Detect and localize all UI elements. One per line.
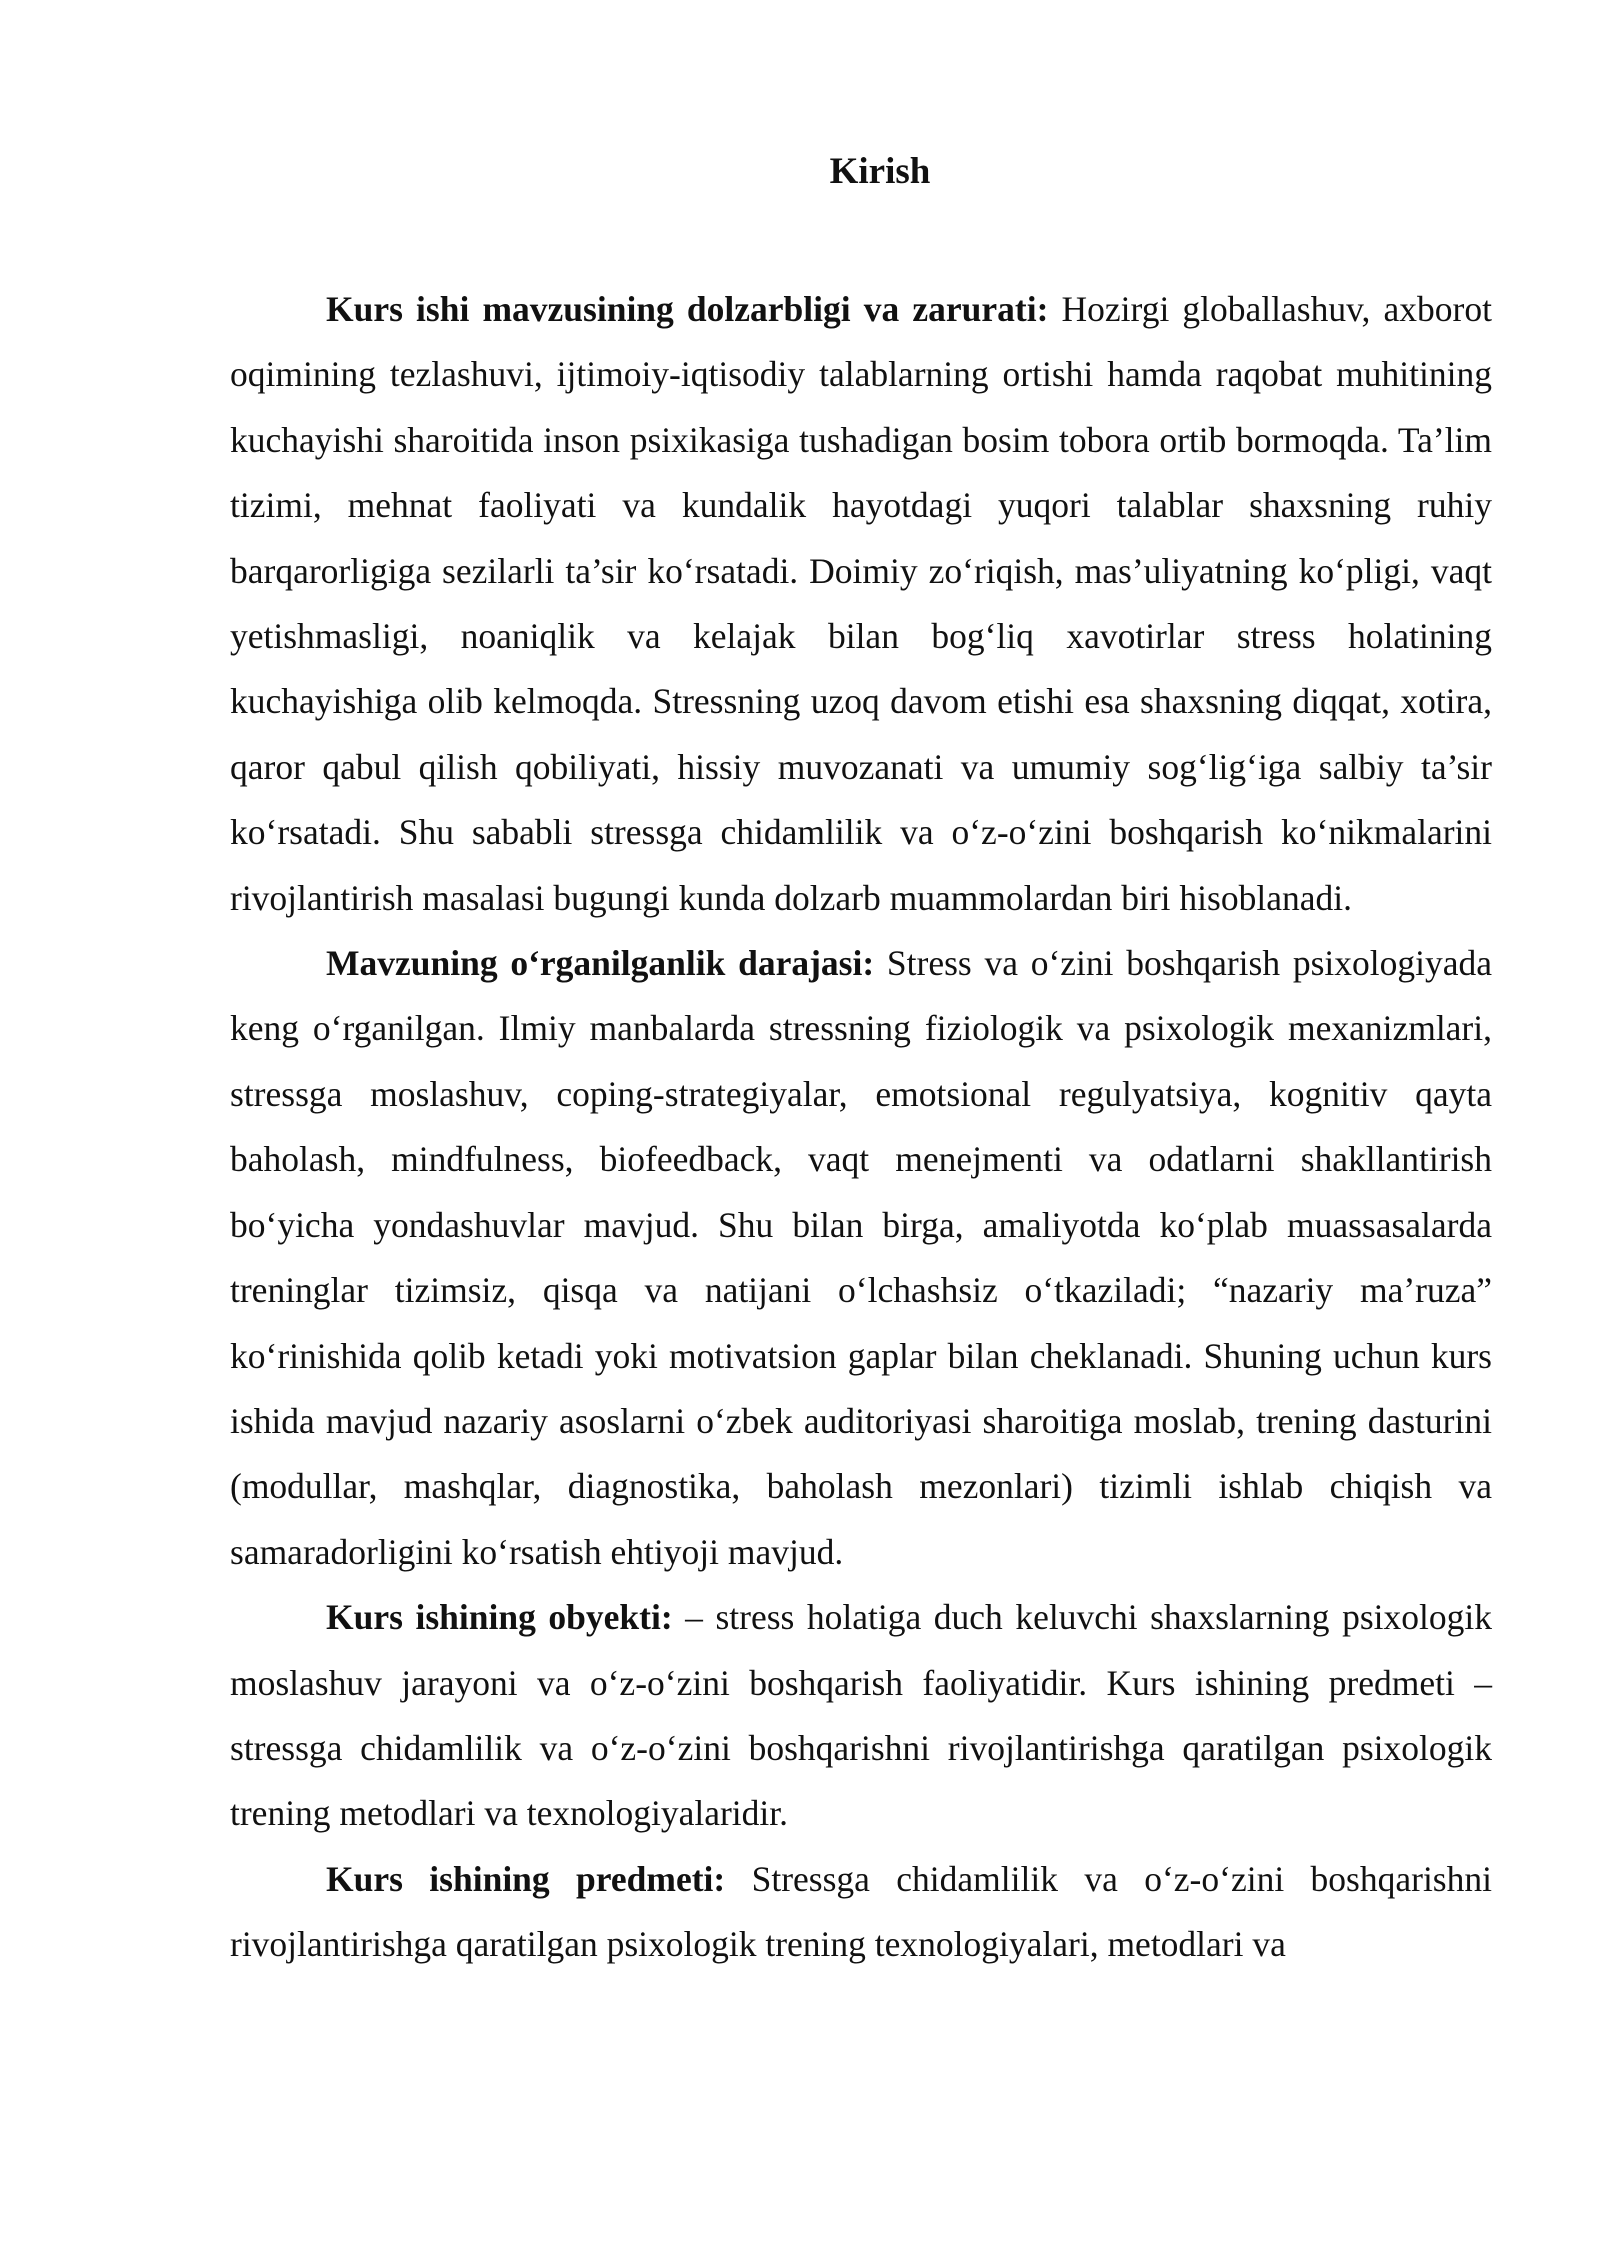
paragraph-study-level	[230, 931, 1492, 1585]
document-body	[230, 277, 1492, 1978]
paragraph-lead: Mavzuning o‘rganilganlik darajasi:	[326, 943, 875, 984]
paragraph-text: Stress va o‘zini boshqarish psixologiyada keng o‘rganilgan. Ilmiy manbalarda stressning fiziologik va psixologik mexanizmlari, stressga moslashuv, coping-strategiyalar, emotsional regulyatsiya, kognitiv qayta baholash, mindfulness, biofeedback, vaqt menejmenti va odatlarni shakllantirish bo‘yicha yondashuvlar mavjud. Shu bilan birga, amaliyotda ko‘plab muassasalarda treninglar tizimsiz, qisqa va natijani o‘lchashsiz o‘tkaziladi; “nazariy ma’ruza” ko‘rinishida qolib ketadi yoki motivatsion gaplar bilan cheklanadi. Shuning uchun kurs ishida mavjud nazariy asoslarni o‘zbek auditoriyasi sharoitiga moslab, trening dasturini (modullar, mashqlar, diagnostika, baholash mezonlari) tizimli ishlab chiqish va samaradorligini ko‘rsatish ehtiyoji mavjud.	[230, 943, 1492, 1572]
paragraph-object	[230, 1585, 1492, 1847]
paragraph-lead: Kurs ishining obyekti:	[326, 1597, 673, 1638]
paragraph-text: Hozirgi globallashuv, axborot oqimining tezlashuvi, ijtimoiy-iqtisodiy talablarning ortishi hamda raqobat muhitining kuchayishi sharoitida inson psixikasiga tushadigan bosim tobora ortib bormoqda. Ta’lim tizimi, mehnat faoliyati va kundalik hayotdagi yuqori talablar shaxsning ruhiy barqarorligiga sezilarli ta’sir ko‘rsatadi. Doimiy zo‘riqish, mas’uliyatning ko‘pligi, vaqt yetishmasligi, noaniqlik va kelajak bilan bog‘liq xavotirlar stress holatining kuchayishiga olib kelmoqda. Stressning uzoq davom etishi esa shaxsning diqqat, xotira, qaror qabul qilish qobiliyati, hissiy muvozanati va umumiy sog‘lig‘iga salbiy ta’sir ko‘rsatadi. Shu sababli stressga chidamlilik va o‘z-o‘zini boshqarish ko‘nikmalarini rivojlantirish masalasi bugungi kunda dolzarb muammolardan biri hisoblanadi.	[230, 289, 1492, 918]
paragraph-subject	[230, 1847, 1492, 1978]
paragraph-lead: Kurs ishining predmeti:	[326, 1858, 726, 1899]
paragraph-text: – stress holatiga duch keluvchi shaxslarning psixologik moslashuv jarayoni va o‘z-o‘zini boshqarish faoliyatidir. Kurs ishining predmeti – stressga chidamlilik va o‘z-o‘zini boshqarishni rivojlantirishga qaratilgan psixologik trening metodlari va texnologiyalaridir.	[230, 1597, 1492, 1834]
paragraph-lead: Kurs ishi mavzusining dolzarbligi va zarurati:	[326, 289, 1049, 329]
paragraph-text: Stressga chidamlilik va o‘z-o‘zini boshqarishni rivojlantirishga qaratilgan psixologik trening texnologiyalari, metodlari va	[230, 1858, 1492, 1965]
page-title: Kirish	[829, 151, 931, 192]
paragraph-relevance	[230, 277, 1492, 931]
